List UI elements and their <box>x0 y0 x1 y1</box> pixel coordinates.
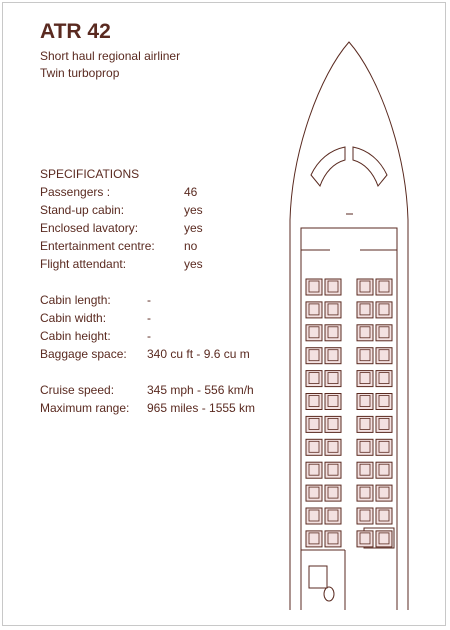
seat <box>376 439 392 455</box>
spec-label: Cabin length: <box>40 293 111 307</box>
seat <box>325 416 341 432</box>
seat <box>376 371 392 387</box>
seat <box>357 462 373 478</box>
seat <box>306 302 322 318</box>
spec-value: 46 <box>184 185 198 199</box>
seat <box>325 302 341 318</box>
spec-label: Stand-up cabin: <box>40 203 125 217</box>
seat <box>376 531 392 547</box>
seat <box>376 416 392 432</box>
spec-label: Cabin width: <box>40 311 107 325</box>
spec-label: Cabin height: <box>40 329 111 343</box>
seat <box>357 416 373 432</box>
cockpit-window-left <box>311 147 345 186</box>
spec-value: - <box>147 293 151 307</box>
spec-value: 340 cu ft - 9.6 cu m <box>147 347 250 361</box>
spec-label: Passengers : <box>40 185 111 199</box>
seat <box>357 325 373 341</box>
seat <box>376 394 392 410</box>
spec-label: Baggage space: <box>40 347 127 361</box>
seat <box>376 462 392 478</box>
aircraft-subtitle-role: Short haul regional airliner <box>40 49 181 63</box>
spec-value: - <box>147 311 151 325</box>
seat <box>325 531 341 547</box>
seat <box>376 348 392 364</box>
seat <box>325 485 341 501</box>
seat <box>325 279 341 295</box>
seat <box>306 531 322 547</box>
seat <box>325 462 341 478</box>
seat <box>357 394 373 410</box>
spec-label: Maximum range: <box>40 401 130 415</box>
seat <box>306 462 322 478</box>
seat <box>325 439 341 455</box>
spec-label: Flight attendant: <box>40 257 127 271</box>
rear-door-mark <box>324 587 334 601</box>
seat <box>357 279 373 295</box>
seat <box>376 325 392 341</box>
seat <box>306 394 322 410</box>
spec-value: yes <box>184 203 203 217</box>
seat <box>306 348 322 364</box>
seat <box>357 508 373 524</box>
seat <box>325 394 341 410</box>
seat <box>357 485 373 501</box>
seat-grid <box>306 279 392 547</box>
spec-label: Cruise speed: <box>40 383 115 397</box>
seat <box>325 371 341 387</box>
seat <box>306 371 322 387</box>
lavatory <box>309 566 327 588</box>
spec-value: 965 miles - 1555 km <box>147 401 256 415</box>
spec-label: Enclosed lavatory: <box>40 221 139 235</box>
seat <box>306 485 322 501</box>
spec-label: Entertainment centre: <box>40 239 155 253</box>
seat <box>306 439 322 455</box>
seat <box>325 508 341 524</box>
seat <box>357 371 373 387</box>
seat <box>325 325 341 341</box>
seat <box>376 279 392 295</box>
seat <box>357 531 373 547</box>
aircraft-title: ATR 42 <box>40 20 111 43</box>
cockpit-window-right <box>353 147 387 186</box>
seat <box>306 416 322 432</box>
aircraft-subtitle-engine: Twin turboprop <box>40 66 120 80</box>
seat <box>325 348 341 364</box>
seat <box>376 508 392 524</box>
spec-value: - <box>147 329 151 343</box>
spec-value: no <box>184 239 198 253</box>
seat <box>357 439 373 455</box>
seat <box>306 325 322 341</box>
seat <box>357 302 373 318</box>
spec-value: 345 mph - 556 km/h <box>147 383 254 397</box>
seat <box>357 348 373 364</box>
spec-value: yes <box>184 221 203 235</box>
seat <box>376 302 392 318</box>
seat <box>306 279 322 295</box>
seat <box>376 485 392 501</box>
seat <box>306 508 322 524</box>
spec-value: yes <box>184 257 203 271</box>
